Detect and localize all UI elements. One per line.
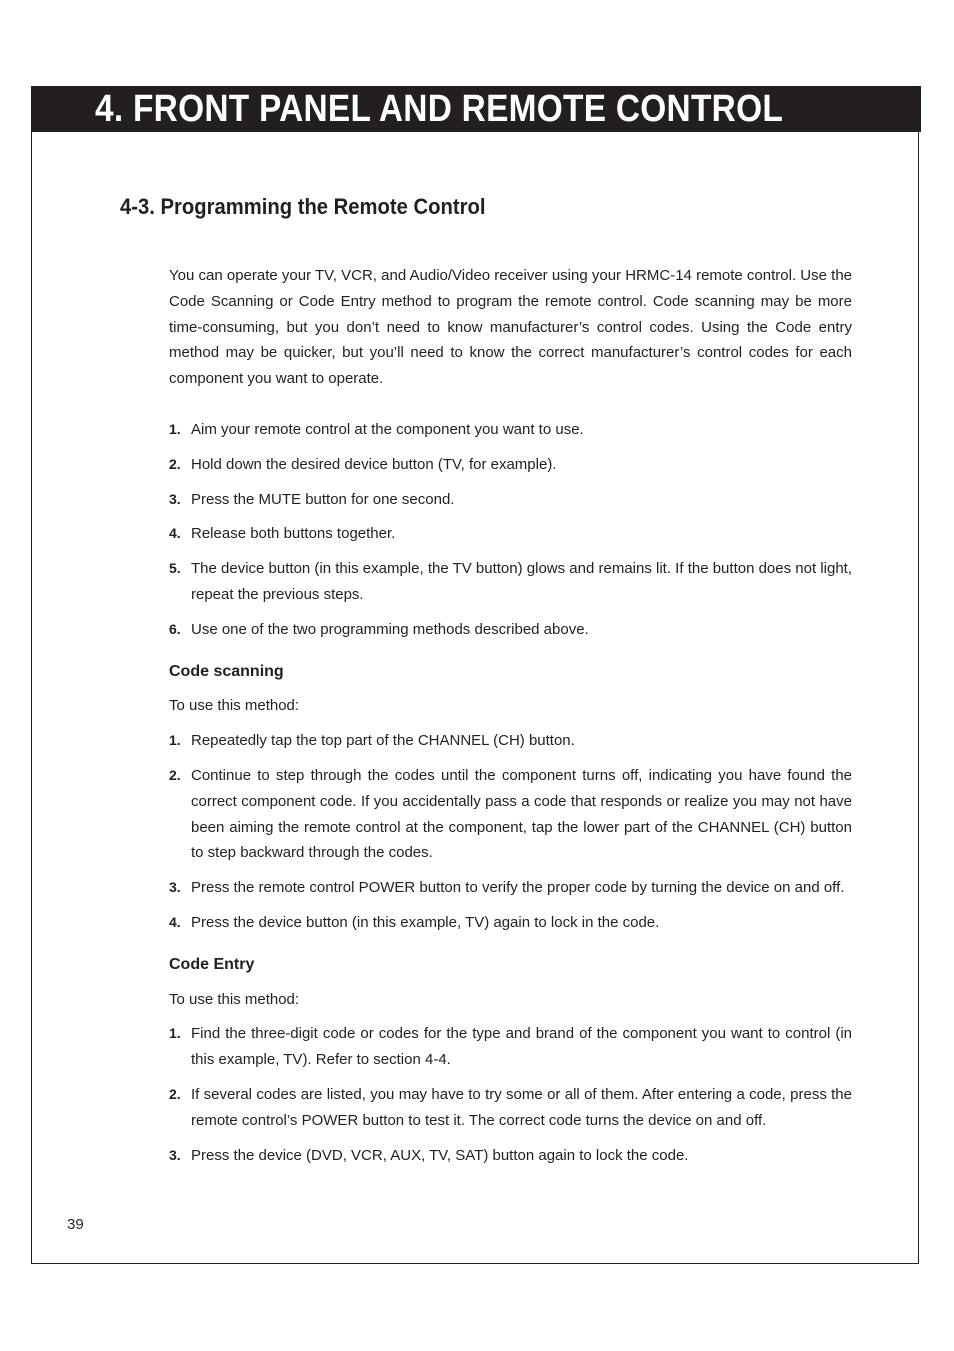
- setup-step: [169, 617, 852, 643]
- step-text: Press the device (DVD, VCR, AUX, TV, SAT) button again to lock the code.: [191, 1146, 689, 1164]
- step-text: Aim your remote control at the component you want to use.: [191, 420, 584, 438]
- code-entry-heading: Code Entry: [169, 955, 255, 973]
- setup-step: [169, 417, 852, 443]
- code-scanning-step: [169, 728, 852, 754]
- step-text: Press the MUTE button for one second.: [191, 490, 455, 508]
- step-text: Release both buttons together.: [191, 525, 396, 543]
- step-text: The device button (in this example, the TV button) glows and remains lit. If the button does not light, repeat the previous steps.: [191, 560, 852, 603]
- step-number: 4.: [169, 913, 181, 930]
- page-number: 39: [67, 1216, 84, 1233]
- step-number: 2.: [169, 1085, 181, 1102]
- code-scanning-steps-list: [169, 728, 852, 936]
- step-number: 2.: [169, 455, 181, 472]
- section-title: 4-3. Programming the Remote Control: [120, 194, 486, 219]
- step-number: 2.: [169, 766, 181, 783]
- step-number: 3.: [169, 490, 181, 507]
- code-entry-lead: To use this method:: [169, 990, 300, 1008]
- step-number: 5.: [169, 560, 181, 577]
- code-scanning-lead: To use this method:: [169, 697, 300, 715]
- step-number: 4.: [169, 525, 181, 542]
- step-number: 1.: [169, 1025, 181, 1042]
- step-number: 3.: [169, 879, 181, 896]
- intro-paragraph: You can operate your TV, VCR, and Audio/Video receiver using your HRMC-14 remote control. Use the Code Scanning or Code Entry method to program the remote control. Code scanning may be more time-consuming, but you don’t need to know manufacturer’s control codes. Using the Code entry method may be quicker, but you’ll need to know the correct manufacturer’s control codes for each component you want to operate.: [169, 267, 852, 388]
- code-entry-step: [169, 1143, 852, 1169]
- step-number: 1.: [169, 420, 181, 437]
- step-text: Press the device button (in this example, TV) again to lock in the code.: [191, 913, 660, 931]
- step-text: Repeatedly tap the top part of the CHANNEL (CH) button.: [191, 732, 575, 750]
- step-text: If several codes are listed, you may have to try some or all of them. After entering a code, press the remote control’s POWER button to test it. The correct code turns the device on and off.: [191, 1085, 852, 1129]
- main-content: [169, 263, 852, 1177]
- setup-step: [169, 521, 852, 547]
- code-scanning-step: [169, 875, 852, 901]
- setup-steps-list: [169, 417, 852, 643]
- code-entry-steps-list: [169, 1021, 852, 1168]
- code-scanning-heading: Code scanning: [169, 662, 284, 680]
- code-scanning-step: [169, 910, 852, 936]
- chapter-title: 4. FRONT PANEL AND REMOTE CONTROL: [95, 88, 784, 130]
- step-number: 3.: [169, 1146, 181, 1163]
- code-entry-step: [169, 1082, 852, 1134]
- step-text: Find the three-digit code or codes for the type and brand of the component you want to control (in this example, TV). Refer to section 4-4.: [191, 1025, 852, 1069]
- step-text: Press the remote control POWER button to verify the proper code by turning the device on and off.: [191, 879, 845, 897]
- step-number: 6.: [169, 620, 181, 637]
- setup-step: [169, 487, 852, 513]
- code-entry-step: [169, 1021, 852, 1073]
- code-scanning-step: [169, 763, 852, 866]
- setup-step: [169, 452, 852, 478]
- step-text: Hold down the desired device button (TV, for example).: [191, 455, 557, 473]
- step-text: Use one of the two programming methods described above.: [191, 620, 589, 638]
- setup-step: [169, 556, 852, 608]
- step-number: 1.: [169, 732, 181, 749]
- step-text: Continue to step through the codes until the component turns off, indicating you have found the correct component code. If you accidentally pass a code that responds or realize you may not have been aiming the remote control at the component, tap the lower part of the CHANNEL (CH) button to step backward through the codes.: [191, 766, 852, 862]
